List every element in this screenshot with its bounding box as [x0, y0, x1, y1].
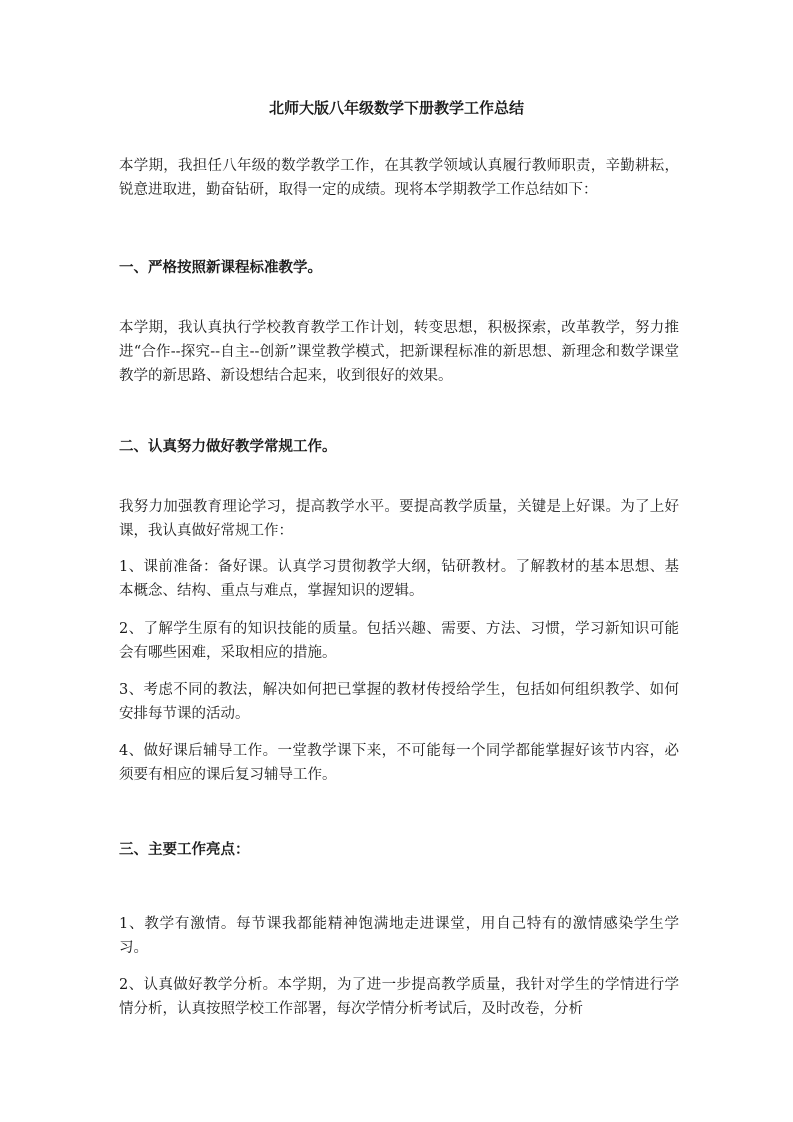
intro-paragraph: 本学期，我担任八年级的数学教学工作，在其教学领域认真履行教师职责，辛勤耕耘，锐意进取进，勤奋钻研，取得一定的成绩。现将本学期教学工作总结如下：	[119, 158, 679, 198]
section-2-item-4: 4、做好课后辅导工作。一堂教学课下来，不可能每一个同学都能掌握好该节内容，必须要有相应的课后复习辅导工作。	[119, 743, 679, 783]
section-1-body: 本学期，我认真执行学校教育教学工作计划，转变思想，积极探索，改革教学，努力推进“合作--探究--自主--创新”课堂教学模式，把新课程标准的新思想、新理念和数学课堂教学的新思路、新设想结合起来，收到很好的效果。	[119, 320, 679, 384]
section-3-item-1: 1、教学有激情。每节课我都能精神饱满地走进课堂，用自己特有的激情感染学生学习。	[119, 916, 679, 956]
section-2-body: 我努力加强教育理论学习，提高教学水平。要提高教学质量，关键是上好课。为了上好课，我认真做好常规工作：	[119, 499, 679, 539]
section-2-heading: 二、认真努力做好教学常规工作。	[119, 438, 337, 455]
section-3-item-2: 2、认真做好教学分析。本学期，为了进一步提高教学质量，我针对学生的学情进行学情分析，认真按照学校工作部署，每次学情分析考试后，及时改卷，分析	[119, 977, 679, 1017]
section-2-item-3: 3、考虑不同的教法，解决如何把已掌握的教材传授给学生，包括如何组织教学、如何安排每节课的活动。	[119, 682, 679, 722]
section-2-item-1: 1、课前准备：备好课。认真学习贯彻教学大纲，钻研教材。了解教材的基本思想、基本概念、结构、重点与难点，掌握知识的逻辑。	[119, 559, 679, 599]
section-1-heading: 一、严格按照新课程标准教学。	[119, 259, 322, 276]
document-title: 北师大版八年级数学下册教学工作总结	[268, 99, 524, 117]
section-3-heading: 三、主要工作亮点：	[119, 841, 250, 858]
section-2-item-2: 2、了解学生原有的知识技能的质量。包括兴趣、需要、方法、习惯，学习新知识可能会有哪些困难，采取相应的措施。	[119, 621, 679, 661]
